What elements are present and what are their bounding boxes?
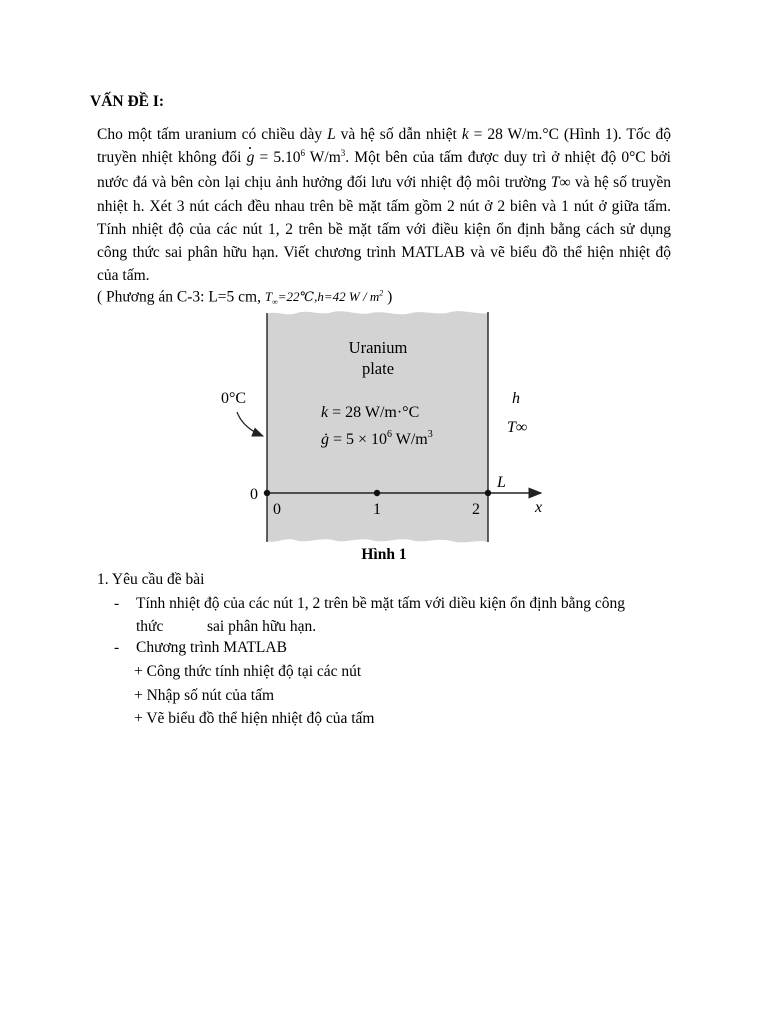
node-1 bbox=[374, 490, 380, 496]
origin-label: 0 bbox=[250, 486, 258, 503]
requirement-item-1-line1: Tính nhiệt độ của các nút 1, 2 trên bề mặt tấm với diều kiện ổn định bằng công bbox=[136, 595, 625, 612]
x-axis-label: x bbox=[535, 499, 543, 516]
symbol-L: L bbox=[327, 126, 336, 143]
node-2 bbox=[485, 490, 491, 496]
text-run: = 28 W/m.°C (Hình 1). Tốc độ truyền nhiệt không đổi bbox=[97, 126, 671, 167]
symbol-g-dot: g bbox=[247, 146, 255, 169]
equation bbox=[264, 289, 384, 307]
requirement-item-1-line2b: sai phân hữu hạn. bbox=[207, 618, 317, 635]
problem-statement bbox=[97, 123, 671, 287]
node-0-label: 0 bbox=[273, 501, 281, 518]
plate-label-line2: plate bbox=[361, 359, 395, 378]
sub-item-3: + Vẽ biểu đồ thể hiện nhiệt độ của tấm bbox=[134, 710, 375, 727]
left-arrow bbox=[237, 412, 263, 436]
text-run: ( Phương án C-3: L=5 cm, bbox=[97, 288, 265, 306]
requirement-item-1-line2a: thức bbox=[136, 618, 164, 635]
symbol-k: k bbox=[461, 126, 469, 143]
symbol-T-inf: T∞ bbox=[550, 174, 571, 192]
node-1-label: 1 bbox=[373, 501, 381, 518]
g-unit-exponent: 3 bbox=[427, 429, 433, 440]
bullet-dash: - bbox=[114, 639, 120, 656]
text-run: = 5.10 bbox=[254, 149, 301, 167]
text-run: và hệ số dẫn nhiệt bbox=[335, 126, 462, 143]
g-exponent: 6 bbox=[387, 429, 393, 440]
eq-exp: 2 bbox=[379, 289, 384, 298]
left-temperature-label: 0°C bbox=[221, 390, 247, 407]
eq-T: T bbox=[264, 289, 273, 305]
text-run: Cho một tấm uranium có chiều dày bbox=[97, 126, 328, 143]
sub-item-1: + Công thức tính nhiệt độ tại các nút bbox=[134, 663, 362, 680]
eq-part: =22℃, bbox=[277, 289, 318, 305]
g-unit: W/m bbox=[392, 431, 428, 448]
k-label: k = 28 W/m·°C bbox=[321, 404, 420, 421]
eq-h: h bbox=[317, 289, 324, 305]
t-infinity-label: T∞ bbox=[507, 419, 528, 436]
h-label: h bbox=[512, 390, 520, 407]
exponent: 3 bbox=[340, 148, 346, 159]
figure-caption: Hình 1 bbox=[361, 546, 407, 563]
text-run: . Một bên của tấm được duy trì ở nhiệt độ 0°C bởi nước đá và bên còn lại chịu ảnh hưởng đối lưu với nhiệt độ môi trường bbox=[97, 149, 671, 192]
requirements-title: 1. Yêu cầu đề bài bbox=[97, 571, 205, 588]
node-0 bbox=[264, 490, 270, 496]
node-2-label: 2 bbox=[472, 501, 480, 518]
exponent: 6 bbox=[300, 148, 305, 159]
bullet-dash: - bbox=[114, 595, 120, 612]
eq-inf: ∞ bbox=[272, 297, 278, 307]
section-heading: VẤN ĐỀ I: bbox=[90, 93, 165, 110]
g-label: ġ = $5 \times 10^6$ $W/m^3$ bbox=[321, 429, 433, 448]
requirement-item-2: Chương trình MATLAB bbox=[136, 639, 287, 656]
uranium-plate-figure bbox=[215, 308, 555, 546]
text-run: ) bbox=[383, 288, 393, 306]
eq-unit: W / m bbox=[348, 289, 380, 305]
plate-label-line1: Uranium bbox=[348, 338, 408, 357]
text-run: W/m bbox=[304, 149, 341, 167]
eq-part: =42 bbox=[323, 289, 346, 305]
text-run: và hệ số truyền nhiệt h. Xét 3 nút cách đều nhau trên bề mặt tấm gồm 2 nút ở 2 biên và 1 nút ở giữa tấm. Tính nhiệt độ của các nút 1, 2 trên bề mặt tấm với điều kiện ổn định bằng cách sử dụng công thức sai phân hữu hạn. Viết chương trình MATLAB và vẽ biểu đồ thể hiện nhiệt độ của tấm. bbox=[97, 174, 672, 285]
sub-item-2: + Nhập số nút của tấm bbox=[134, 687, 275, 704]
L-label: L bbox=[497, 474, 506, 491]
